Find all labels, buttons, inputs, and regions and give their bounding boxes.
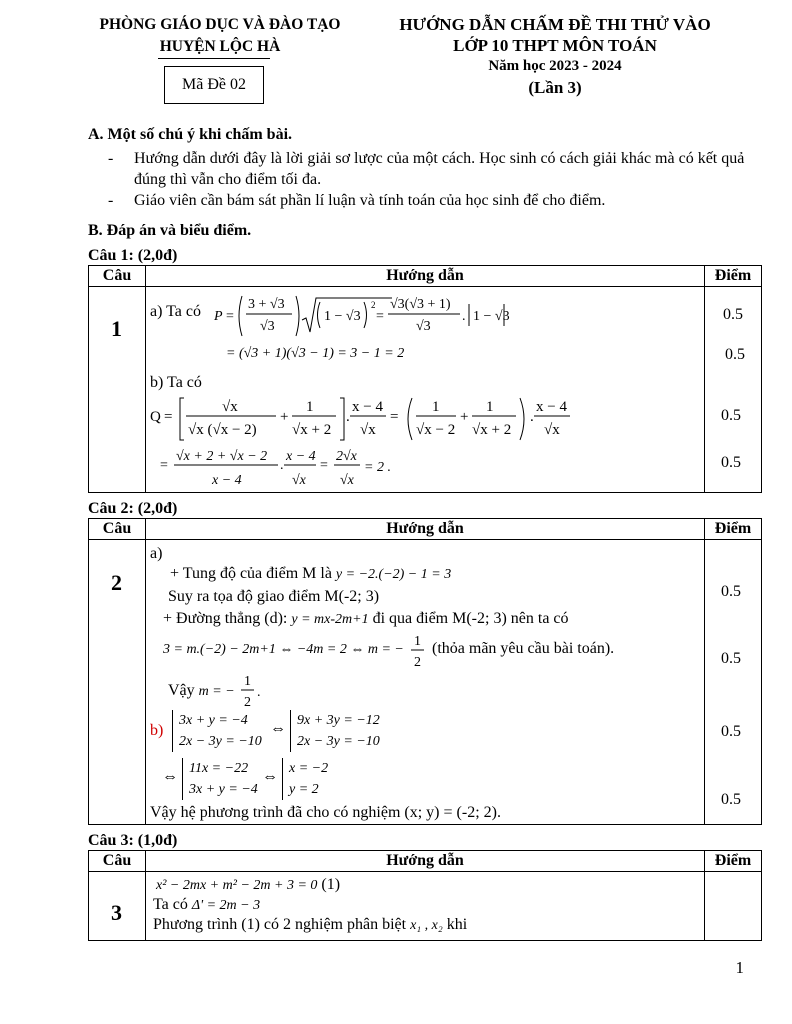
header-question: Câu [89,266,146,287]
q2a-line1-math: y = −2.(−2) − 1 = 3 [335,567,452,582]
svg-text:=: = [390,409,399,425]
equation: 3x + y = −4 [189,782,258,797]
score-value: 0.5 [721,407,741,424]
svg-text:x − 4: x − 4 [536,399,567,415]
note-item: - Giáo viên cần bám sát phần lí luận và tính toán của học sinh để cho điểm. [108,192,606,209]
svg-text:2√x: 2√x [336,449,357,464]
q2a-line5 [168,682,235,700]
q2a-line2: Suy ra tọa độ giao điểm M(-2; 3) [168,588,380,605]
q3-line1-math: x² − 2mx + m² − 2m + 3 = 0 [156,878,318,893]
svg-text:√x: √x [544,422,560,438]
svg-text:x − 4: x − 4 [352,399,383,415]
header-score: Điểm [705,851,762,872]
q1b-formula [150,394,580,444]
q2a-line3-text: + Đường thẳng (d): [163,610,288,627]
q3-line2-text: Ta có [153,896,188,913]
q2a-line3-text-b: đi qua điểm M(-2; 3) nên ta có [372,610,569,627]
header-question: Câu [89,519,146,540]
q2a-line5-text: Vậy [168,682,195,699]
svg-text:√x: √x [360,422,376,438]
header-question: Câu [89,851,146,872]
note-item: - Hướng dẫn dưới đây là lời giải sơ lược của một cách. Học sinh có cách giải khác mà có kết quả đúng thì vẫn cho điểm tối đa. [108,148,758,190]
equation-system-2 [290,710,380,752]
question-2-caption: Câu 2: (2,0đ) [88,500,178,517]
header-guide: Hướng dẫn [146,519,705,540]
equation: 2x − 3y = −10 [297,734,380,749]
header-guide: Hướng dẫn [146,851,705,872]
svg-text:.: . [346,409,350,425]
svg-text:=: = [226,309,234,324]
exam-code-box [164,66,264,104]
note-text: Giáo viên cần bám sát phần lí luận và tính toán của học sinh để cho điểm. [134,192,606,209]
score-value: 0.5 [725,346,745,363]
svg-text:√x: √x [222,399,238,415]
svg-text:x − 4: x − 4 [212,473,242,488]
svg-text:√x: √x [340,473,354,488]
q3-equation-label: (1) [321,876,341,893]
q2a-line4-math: 3 = m.(−2) − 2m+1 ⇔ −4m = 2 ⇔ m = − [163,642,404,657]
q2a-line3-math: y = mx-2m+1 [291,612,369,627]
svg-text:3 + √3: 3 + √3 [248,297,285,312]
score-value: 0.5 [721,454,741,471]
q3-line2-math: Δ' = 2m − 3 [191,898,261,913]
district-name: HUYỆN LỘC HÀ [159,38,281,55]
score-value: 0.5 [721,723,741,740]
page-number: 1 [735,958,744,977]
svg-text:√x − 2: √x − 2 [416,422,456,438]
svg-text:+: + [280,409,289,425]
q2a-line1-text: + Tung độ của điểm M là [170,565,332,582]
equation: y = 2 [289,782,319,797]
q1a-result: = (√3 + 1)(√3 − 1) = 3 − 1 = 2 [226,346,405,361]
section-a-title: A. Một số chú ý khi chấm bài. [88,126,293,143]
q2b-label: b) [150,722,164,739]
equivalence-arrow: ⇔ [270,720,286,737]
svg-text:P: P [214,309,223,324]
svg-text:√x + 2 + √x − 2: √x + 2 + √x − 2 [176,449,268,464]
equation: 2x − 3y = −10 [179,734,262,749]
header-score: Điểm [705,266,762,287]
question-number: 2 [111,570,122,595]
svg-text:√x + 2: √x + 2 [472,422,512,438]
score-value: 0.5 [721,583,741,600]
svg-text:=: = [376,309,384,324]
svg-text:.: . [280,458,284,473]
score-value: 0.5 [721,791,741,808]
q2b-conclusion: Vậy hệ phương trình đã cho có nghiệm (x; y) = (-2; 2). [150,804,501,821]
equation-system-3 [182,758,258,800]
q1b-final: = 2 . [364,460,391,475]
svg-text:√3: √3 [260,319,275,334]
equation-system-4 [282,758,328,800]
q3-line3 [153,916,467,934]
note-text: Hướng dẫn dưới đây là lời giải sơ lược của một cách. Học sinh có cách giải khác mà có kết quả đúng thì vẫn cho điểm tối đa. [134,150,745,188]
svg-text:2: 2 [414,655,421,670]
svg-text:√3(√3 + 1): √3(√3 + 1) [390,297,451,312]
school-year: Năm học 2023 - 2024 [488,58,622,74]
section-b-title: B. Đáp án và biểu điểm. [88,222,252,239]
question-number: 1 [111,316,122,341]
svg-text:1: 1 [414,634,421,649]
svg-text:√x: √x [292,473,306,488]
svg-text:1: 1 [244,674,251,689]
equation: 9x + 3y = −12 [297,713,380,728]
svg-text:1: 1 [306,399,314,415]
fraction-one-half [410,632,426,672]
svg-text:=: = [160,458,168,473]
attempt-label: (Lần 3) [528,78,582,97]
q2a-line1 [170,565,451,583]
question-3-caption: Câu 3: (1,0đ) [88,832,178,849]
svg-text:√x (√x − 2): √x (√x − 2) [188,422,257,438]
document-title-line1: HƯỚNG DẪN CHẤM ĐỀ THI THỬ VÀO [399,15,711,34]
equation: 3x + y = −4 [179,713,248,728]
q3-line3-text: Phương trình (1) có 2 nghiệm phân biệt [153,916,407,933]
q3-line3-math: x₁ , x₂ [410,918,443,933]
svg-text:x − 4: x − 4 [286,449,316,464]
score-value: 0.5 [723,306,743,323]
q3-line1 [156,876,340,894]
question-1-caption: Câu 1: (2,0đ) [88,247,178,264]
q2a-line4 [163,640,404,658]
q1a-label: a) Ta có [150,303,201,320]
svg-text:2: 2 [244,695,251,710]
q1b-label: b) Ta có [150,374,202,391]
score-value: 0.5 [721,650,741,667]
svg-text:1 − √3: 1 − √3 [473,309,510,324]
q3-line2 [153,896,260,914]
question-number: 3 [111,900,122,925]
svg-text:+: + [460,409,469,425]
document-title-block [380,14,730,98]
equivalence-arrow: ⇔ [262,768,278,785]
svg-text:√x + 2: √x + 2 [292,422,332,438]
svg-text:=: = [320,458,328,473]
exam-code: Mã Đề 02 [182,76,246,93]
equivalence-arrow: ⇔ [162,768,178,785]
header-guide: Hướng dẫn [146,266,705,287]
q1b-simplification [160,446,360,494]
q1a-formula [214,290,510,342]
svg-text:1: 1 [486,399,494,415]
department-name: PHÒNG GIÁO DỤC VÀ ĐÀO TẠO [99,16,341,33]
department-header [80,14,360,58]
svg-text:1 − √3: 1 − √3 [324,309,361,324]
svg-text:√3: √3 [416,319,431,334]
q2a-line5-math: m = − [198,684,235,699]
svg-text:.: . [257,685,261,700]
q2a-line4-text: (thỏa mãn yêu cầu bài toán). [432,640,615,657]
q2a-label: a) [150,545,163,562]
svg-text:=: = [164,409,173,425]
svg-text:.: . [462,309,466,324]
document-title-line2: LỚP 10 THPT MÔN TOÁN [453,36,657,55]
equation: 11x = −22 [189,761,249,776]
svg-text:1: 1 [432,399,440,415]
svg-text:.: . [530,409,534,425]
q3-line3-text-b: khi [446,916,468,933]
equation-system-1 [172,710,262,752]
svg-text:2: 2 [371,300,376,310]
q2a-line3 [163,610,569,628]
header-score: Điểm [705,519,762,540]
header-divider [158,58,270,59]
fraction-one-half [240,672,264,712]
equation: x = −2 [289,761,329,776]
svg-text:Q: Q [150,409,161,425]
